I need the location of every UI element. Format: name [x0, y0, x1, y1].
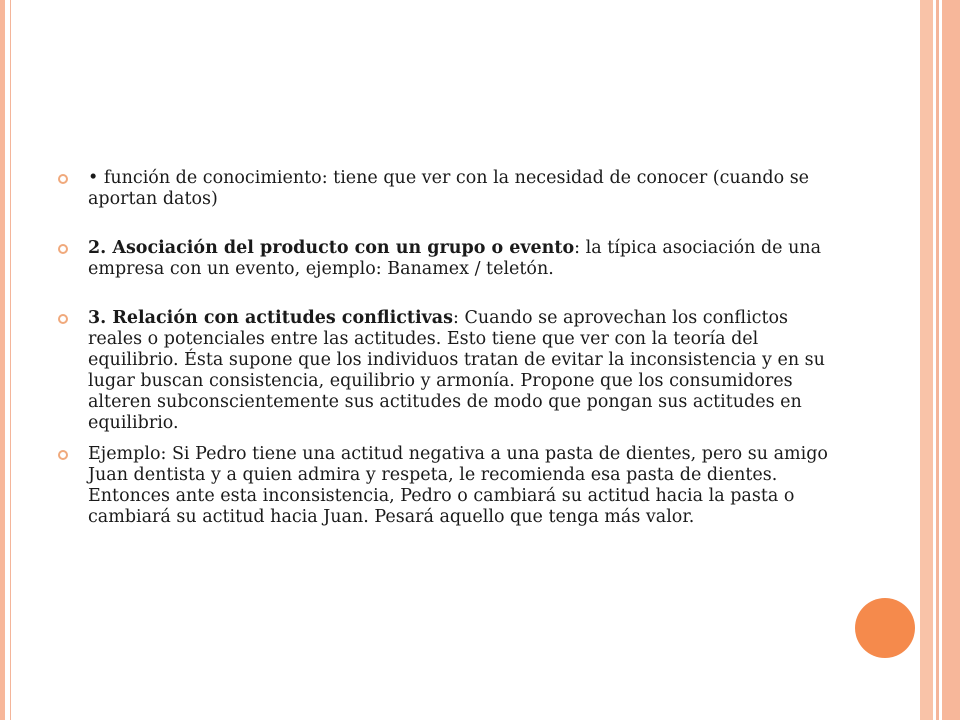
ring-bullet-icon — [58, 314, 68, 324]
list-item — [58, 308, 828, 434]
item-body: • función de conocimiento: tiene que ver con la necesidad de conocer (cuando se aportan datos) — [88, 168, 810, 209]
list-item — [58, 238, 828, 280]
item-lead: 3. Relación con actitudes conflictivas — [88, 308, 453, 328]
list-item — [58, 168, 828, 210]
right-frame-stripes — [920, 0, 960, 720]
item-text-conocimiento — [88, 168, 828, 210]
item-text-ejemplo — [88, 444, 828, 528]
orange-circle-decoration — [855, 598, 915, 658]
item-body: : Cuando se aprovechan los conflictos reales o potenciales entre las actitudes. Esto tiene que ver con la teoría del equilibrio. Ésta supone que los individuos tratan de evitar la inconsistencia y en su lugar buscan consistencia, equilibrio y armonía. Propone que los consumidores alteren subconscientemente sus actitudes de modo que pongan sus actitudes en equilibrio. — [88, 308, 825, 433]
item-body: Ejemplo: Si Pedro tiene una actitud negativa a una pasta de dientes, pero su amigo Juan dentista y a quien admira y respeta, le recomienda esa pasta de dientes. Entonces ante esta inconsistencia, Pedro o cambiará su actitud hacia la pasta o cambiará su actitud hacia Juan. Pesará aquello que tenga más valor. — [88, 444, 828, 527]
item-text-actitudes — [88, 308, 828, 434]
ring-bullet-icon — [58, 450, 68, 460]
ring-bullet-icon — [58, 174, 68, 184]
ring-bullet-icon — [58, 244, 68, 254]
list-item — [58, 444, 828, 528]
slide-content — [58, 168, 828, 556]
left-frame-bar — [0, 0, 5, 720]
item-lead: 2. Asociación del producto con un grupo o evento — [88, 238, 575, 258]
item-text-asociacion — [88, 238, 828, 280]
item-body: : la típica asociación de una empresa con un evento, ejemplo: Banamex / teletón. — [88, 238, 822, 279]
